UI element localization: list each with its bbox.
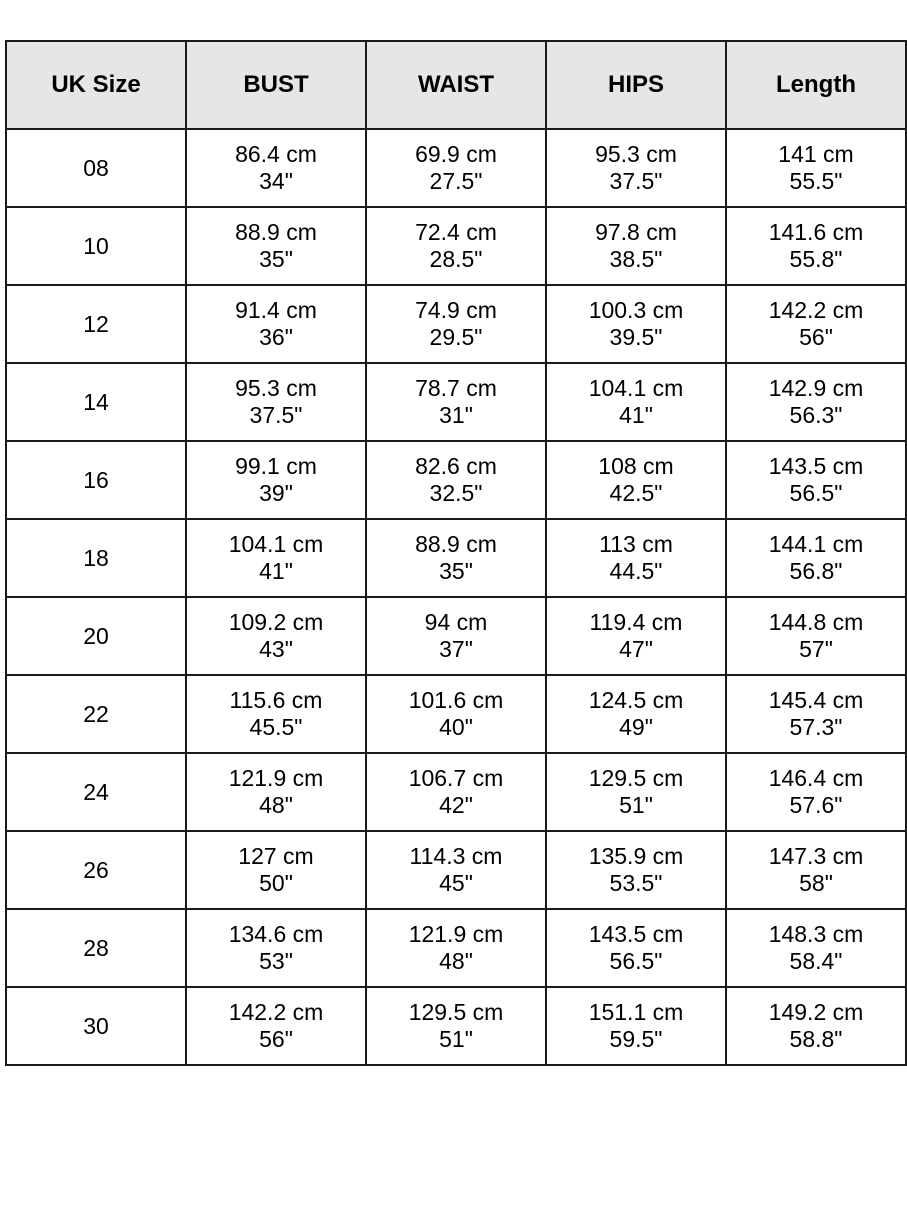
length-cm-value: 142.2 cm [768,297,864,323]
table-row [6,129,906,207]
waist-inch-value: 31" [439,402,473,428]
waist-cm-value: 74.9 cm [415,297,497,323]
bust-cell [186,675,366,753]
waist-inch-value: 48" [439,948,473,974]
bust-cm-value: 91.4 cm [235,297,317,323]
hips-cell [546,285,726,363]
hips-cell [546,519,726,597]
waist-cm-value: 82.6 cm [415,453,497,479]
length-cm-value: 144.8 cm [768,609,864,635]
size-cell: 28 [6,909,186,987]
bust-cell [186,831,366,909]
size-cell: 24 [6,753,186,831]
hips-inch-value: 39.5" [609,324,663,350]
size-cell: 20 [6,597,186,675]
waist-cm-value: 69.9 cm [415,141,497,167]
length-inch-value: 57" [799,636,833,662]
hips-inch-value: 42.5" [609,480,663,506]
waist-cm-value: 88.9 cm [415,531,497,557]
hips-cm-value: 97.8 cm [595,219,677,245]
bust-inch-value: 35" [259,246,293,272]
bust-inch-value: 41" [259,558,293,584]
table-row [6,753,906,831]
hips-cm-value: 113 cm [599,531,673,557]
table-row [6,909,906,987]
size-cell: 10 [6,207,186,285]
bust-cell [186,285,366,363]
bust-cell [186,363,366,441]
hips-inch-value: 38.5" [609,246,663,272]
length-cm-value: 145.4 cm [768,687,864,713]
length-cell [726,207,906,285]
bust-inch-value: 53" [259,948,293,974]
length-cm-value: 147.3 cm [768,843,864,869]
hips-inch-value: 51" [619,792,653,818]
waist-cell [366,831,546,909]
waist-cm-value: 101.6 cm [408,687,504,713]
length-cell [726,441,906,519]
bust-cm-value: 95.3 cm [235,375,317,401]
hips-cm-value: 129.5 cm [588,765,684,791]
length-inch-value: 56.5" [789,480,843,506]
bust-inch-value: 39" [259,480,293,506]
length-cell [726,597,906,675]
length-cell [726,363,906,441]
waist-cell [366,519,546,597]
length-cell [726,753,906,831]
bust-cell [186,597,366,675]
waist-cell [366,597,546,675]
length-cell [726,129,906,207]
waist-cm-value: 72.4 cm [415,219,497,245]
length-inch-value: 58" [799,870,833,896]
hips-cm-value: 135.9 cm [588,843,684,869]
table-row [6,831,906,909]
size-chart-table [5,40,907,1066]
bust-inch-value: 37.5" [249,402,303,428]
bust-cm-value: 104.1 cm [228,531,324,557]
size-cell: 12 [6,285,186,363]
waist-cm-value: 129.5 cm [408,999,504,1025]
bust-cell [186,441,366,519]
bust-cm-value: 109.2 cm [228,609,324,635]
waist-inch-value: 35" [439,558,473,584]
bust-inch-value: 48" [259,792,293,818]
length-cell [726,987,906,1065]
length-inch-value: 55.8" [789,246,843,272]
bust-cm-value: 115.6 cm [229,687,323,713]
waist-cm-value: 121.9 cm [408,921,504,947]
table-body [6,129,906,1065]
hips-inch-value: 41" [619,402,653,428]
bust-cm-value: 99.1 cm [235,453,317,479]
waist-cell [366,753,546,831]
bust-inch-value: 50" [259,870,293,896]
hips-inch-value: 56.5" [609,948,663,974]
length-inch-value: 58.4" [789,948,843,974]
size-cell: 16 [6,441,186,519]
hips-cell [546,909,726,987]
bust-cell [186,129,366,207]
bust-cm-value: 134.6 cm [228,921,324,947]
hips-cell [546,597,726,675]
bust-inch-value: 56" [259,1026,293,1052]
waist-inch-value: 27.5" [429,168,483,194]
table-row [6,441,906,519]
table-row [6,285,906,363]
header-uk-size: UK Size [6,41,186,129]
hips-cell [546,129,726,207]
table-row [6,363,906,441]
waist-cm-value: 114.3 cm [409,843,503,869]
hips-inch-value: 53.5" [609,870,663,896]
waist-cell [366,675,546,753]
waist-inch-value: 45" [439,870,473,896]
bust-cell [186,519,366,597]
waist-cell [366,129,546,207]
length-cm-value: 146.4 cm [768,765,864,791]
length-cm-value: 148.3 cm [768,921,864,947]
waist-inch-value: 37" [439,636,473,662]
bust-cm-value: 142.2 cm [228,999,324,1025]
length-cell [726,909,906,987]
bust-inch-value: 45.5" [249,714,303,740]
waist-inch-value: 40" [439,714,473,740]
length-inch-value: 58.8" [789,1026,843,1052]
waist-cell [366,363,546,441]
hips-cm-value: 95.3 cm [595,141,677,167]
header-length: Length [726,41,906,129]
table-row [6,519,906,597]
length-cm-value: 141 cm [778,141,854,167]
bust-cm-value: 127 cm [238,843,314,869]
waist-cell [366,987,546,1065]
waist-cell [366,285,546,363]
length-cm-value: 141.6 cm [768,219,864,245]
hips-cell [546,441,726,519]
length-cell [726,831,906,909]
waist-inch-value: 28.5" [429,246,483,272]
table-row [6,597,906,675]
hips-inch-value: 47" [619,636,653,662]
bust-cell [186,909,366,987]
bust-cm-value: 86.4 cm [235,141,317,167]
length-cm-value: 149.2 cm [768,999,864,1025]
table-row [6,987,906,1065]
bust-cell [186,207,366,285]
size-cell: 14 [6,363,186,441]
table-row [6,675,906,753]
length-cell [726,285,906,363]
size-cell: 22 [6,675,186,753]
hips-cell [546,363,726,441]
length-inch-value: 55.5" [789,168,843,194]
hips-inch-value: 49" [619,714,653,740]
bust-cm-value: 88.9 cm [235,219,317,245]
header-waist: WAIST [366,41,546,129]
hips-cm-value: 151.1 cm [588,999,684,1025]
length-inch-value: 57.3" [789,714,843,740]
size-cell: 30 [6,987,186,1065]
length-cell [726,519,906,597]
table-header [6,41,906,129]
hips-cm-value: 124.5 cm [588,687,684,713]
hips-cm-value: 119.4 cm [589,609,683,635]
length-cm-value: 143.5 cm [768,453,864,479]
waist-cell [366,441,546,519]
bust-inch-value: 43" [259,636,293,662]
table-row [6,207,906,285]
hips-inch-value: 59.5" [609,1026,663,1052]
header-hips: HIPS [546,41,726,129]
length-cell [726,675,906,753]
bust-cm-value: 121.9 cm [228,765,324,791]
hips-inch-value: 37.5" [609,168,663,194]
size-cell: 08 [6,129,186,207]
header-bust: BUST [186,41,366,129]
waist-inch-value: 29.5" [429,324,483,350]
length-inch-value: 56" [799,324,833,350]
waist-cell [366,909,546,987]
length-inch-value: 56.3" [789,402,843,428]
size-cell: 18 [6,519,186,597]
waist-inch-value: 42" [439,792,473,818]
length-cm-value: 144.1 cm [768,531,864,557]
waist-cm-value: 106.7 cm [408,765,504,791]
hips-cm-value: 108 cm [598,453,674,479]
size-cell: 26 [6,831,186,909]
hips-inch-value: 44.5" [609,558,663,584]
hips-cell [546,753,726,831]
waist-cell [366,207,546,285]
header-row [6,41,906,129]
length-inch-value: 57.6" [789,792,843,818]
hips-cell [546,207,726,285]
waist-inch-value: 32.5" [429,480,483,506]
waist-inch-value: 51" [439,1026,473,1052]
waist-cm-value: 78.7 cm [415,375,497,401]
length-inch-value: 56.8" [789,558,843,584]
hips-cm-value: 104.1 cm [588,375,684,401]
hips-cell [546,675,726,753]
hips-cell [546,831,726,909]
hips-cm-value: 100.3 cm [588,297,684,323]
hips-cell [546,987,726,1065]
bust-cell [186,987,366,1065]
length-cm-value: 142.9 cm [768,375,864,401]
waist-cm-value: 94 cm [424,609,488,635]
bust-inch-value: 34" [259,168,293,194]
hips-cm-value: 143.5 cm [588,921,684,947]
bust-inch-value: 36" [259,324,293,350]
bust-cell [186,753,366,831]
